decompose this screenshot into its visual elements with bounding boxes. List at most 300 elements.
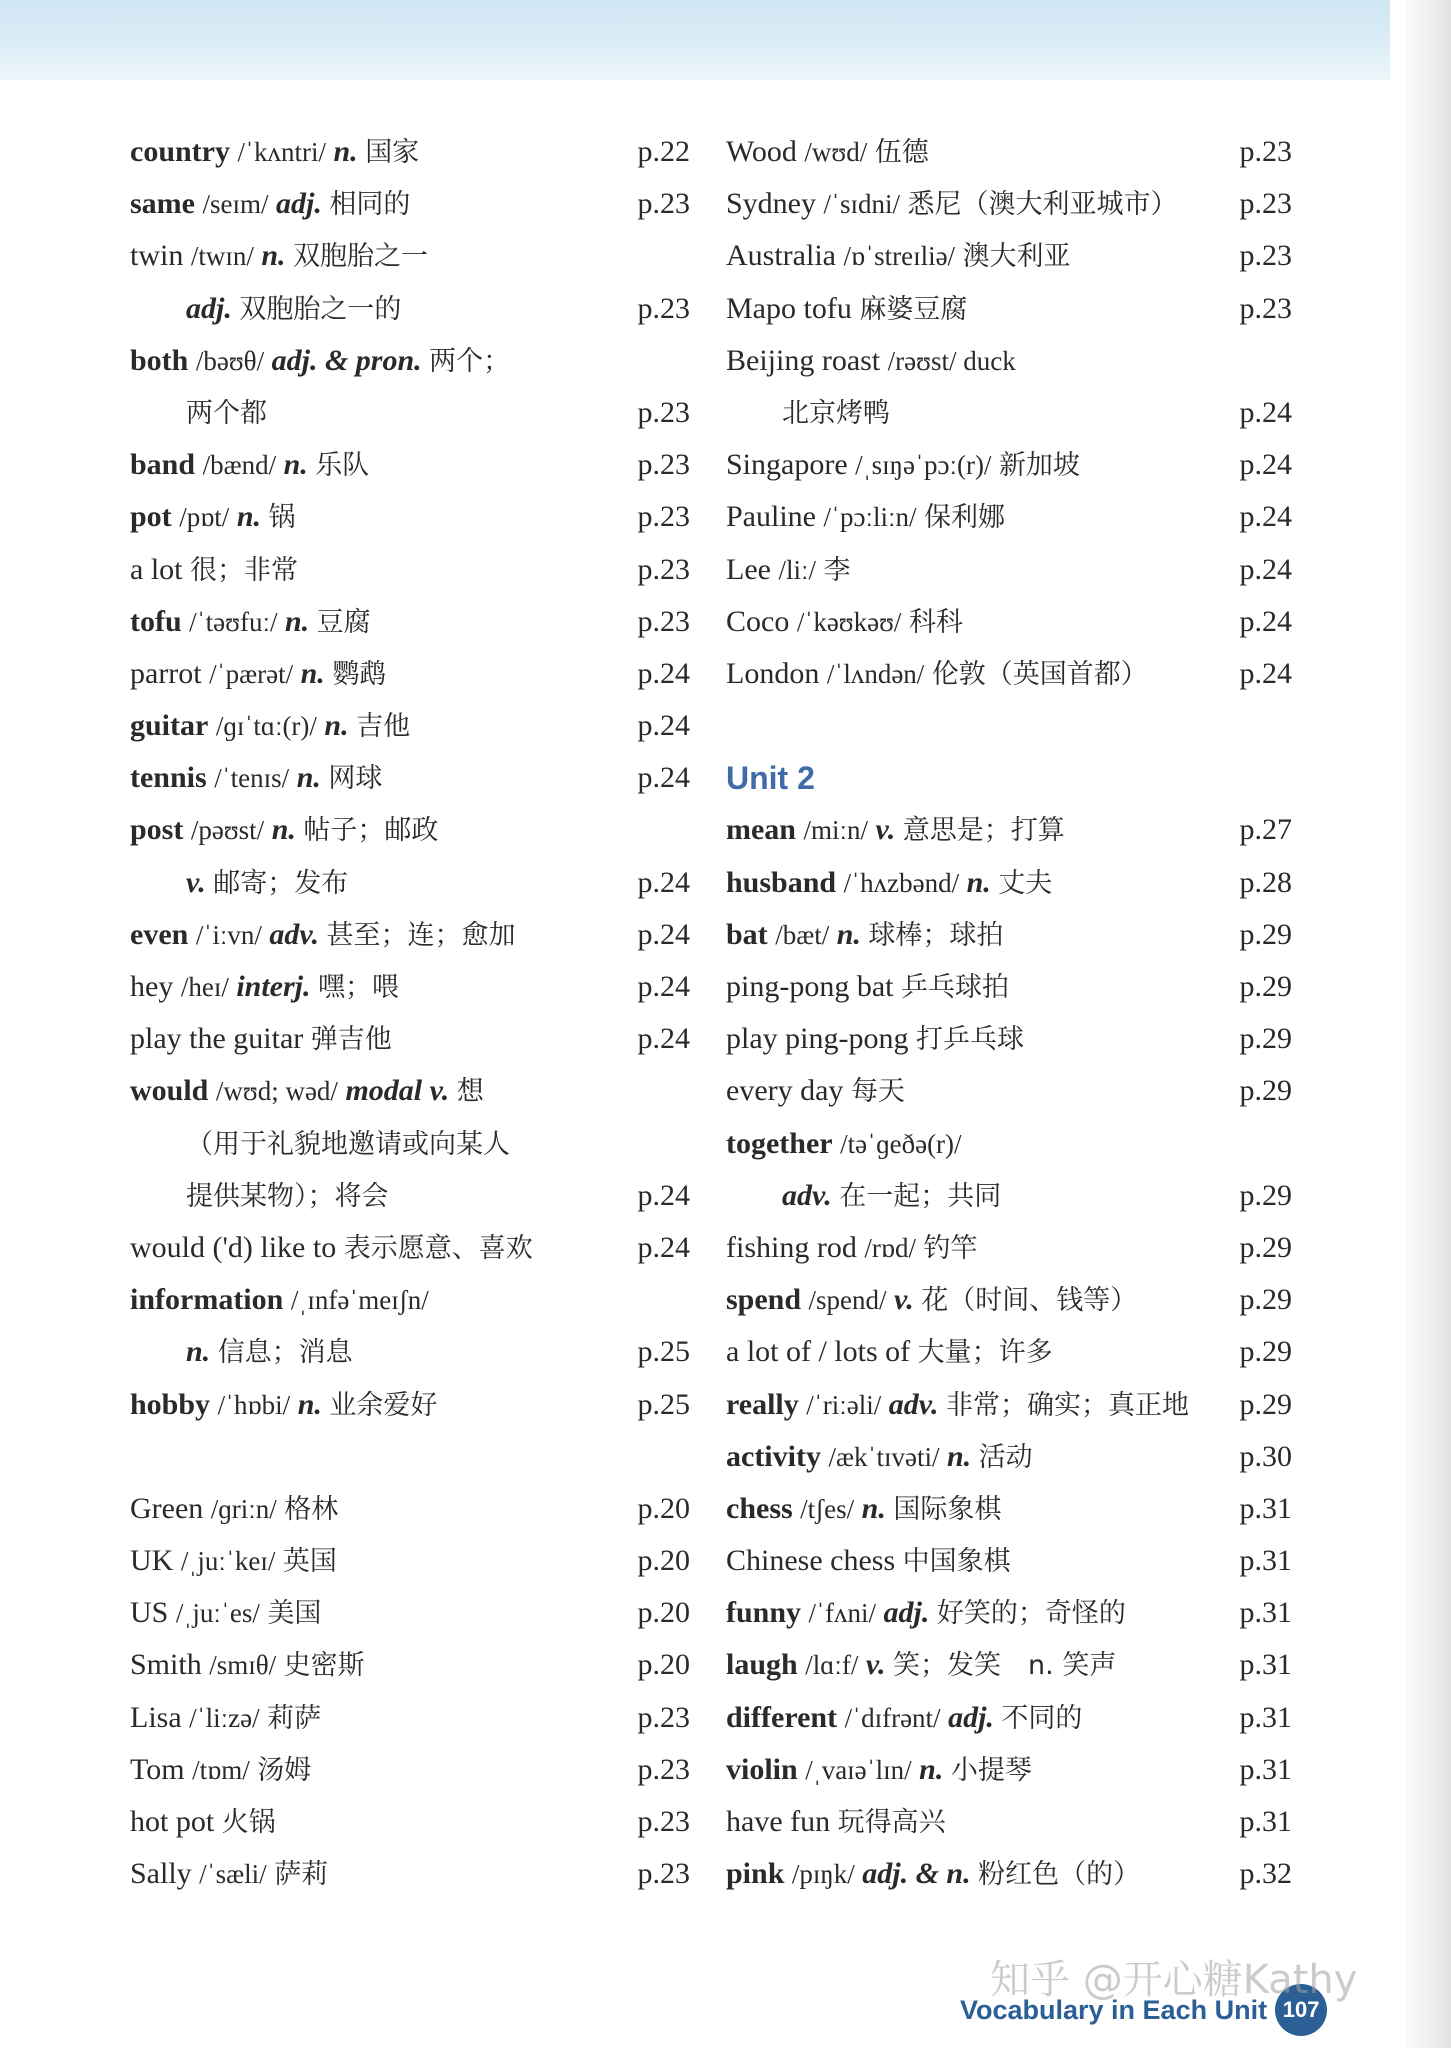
vocab-entry [726,126,1292,178]
vocab-entry [130,1639,690,1691]
headword: twin [130,239,184,273]
vocab-entry [726,1639,1292,1691]
vocab-entry [726,1013,1292,1065]
entry-text [130,544,298,597]
phonetic: /ˈtəʊfuː/ [189,606,278,637]
chinese-meaning: 国家 [365,137,420,168]
chinese-meaning: 邮寄；发布 [213,867,349,899]
chinese-meaning: 活动 [978,1441,1033,1473]
entry-text [130,961,399,1014]
phonetic: /rəʊst/ duck [887,345,1016,376]
headword: US [130,1596,169,1630]
right-vocabulary-column [726,126,1292,1900]
page-ref: p.25 [637,1387,690,1421]
entry-text [130,178,410,231]
chinese-meaning: 澳大利亚 [962,241,1071,273]
vocab-entry [130,1065,690,1117]
headword: have fun [726,1805,831,1838]
page-ref: p.27 [1239,813,1292,847]
chinese-meaning: 钓竿 [923,1232,978,1264]
part-of-speech: n. [919,1752,944,1786]
chinese-meaning: 甚至；连；愈加 [326,919,516,951]
headword: country [130,135,230,168]
entry-text [130,1013,392,1066]
page-ref: p.29 [1239,1283,1292,1317]
phonetic: /tʃes/ [800,1493,855,1524]
entry-text [130,387,267,440]
phonetic: /ˌjuːˈes/ [175,1598,260,1629]
page-ref: p.31 [1239,1700,1292,1734]
headword: guitar [130,709,209,743]
vocab-entry [130,961,690,1013]
page-ref: p.24 [637,656,690,690]
page-ref: p.24 [637,1178,690,1212]
entry-text [726,335,1016,387]
page-ref: p.31 [1239,1544,1292,1578]
chinese-meaning: 花（时间、钱等） [921,1285,1138,1317]
vocab-entry [130,1744,690,1796]
vocab-entry [130,700,690,752]
part-of-speech: adj. & n. [862,1857,971,1891]
headword: spend [726,1283,802,1317]
page-ref: p.20 [637,1648,690,1682]
entry-text [130,1744,311,1797]
headword: really [726,1387,799,1421]
entry-text [726,1848,1140,1901]
entry-text [130,1692,321,1745]
vocab-entry [726,230,1292,282]
headword: Tom [130,1752,185,1786]
vocab-entry [726,596,1292,648]
chinese-meaning: 中国象棋 [902,1546,1011,1578]
entry-text [130,700,410,753]
entry-text [726,126,929,179]
headword: band [130,448,196,482]
footer-title: Vocabulary in Each Unit [960,1994,1268,2025]
chinese-meaning: 双胞胎之一的 [239,293,402,325]
vocab-entry [726,1274,1292,1326]
page-ref: p.20 [637,1491,690,1525]
entry-text [130,1587,321,1640]
headword: a lot of / lots of [726,1335,911,1369]
page-ref: p.29 [1239,970,1292,1003]
vocab-entry [726,491,1292,543]
vocab-entry [726,1431,1292,1483]
chinese-meaning: 格林 [284,1493,339,1525]
headword: bat [726,917,768,951]
vocab-entry [130,439,690,491]
chinese-meaning: 乐队 [315,450,370,482]
part-of-speech: n. [296,761,321,795]
page-ref: p.29 [1239,917,1292,951]
chinese-meaning: 表示愿意、喜欢 [343,1232,533,1264]
phonetic: /bænd/ [202,450,277,481]
page-ref: p.29 [1239,1230,1292,1264]
entry-text [726,1692,1082,1745]
vocab-entry [726,1796,1292,1848]
chinese-meaning: 麻婆豆腐 [859,293,968,325]
chinese-meaning: 想 [456,1076,484,1108]
entry-text [726,230,1071,283]
chinese-meaning: 北京烤鸭 [782,397,890,429]
entry-text [130,596,371,649]
page-ref: p.20 [637,1596,690,1630]
phonetic: /ˈriːəli/ [806,1389,882,1420]
vocab-entry [726,1065,1292,1117]
part-of-speech: v. [865,1648,886,1682]
part-of-speech: adj. & pron. [271,343,422,377]
chinese-meaning: 李 [823,554,851,586]
phonetic: /ˈliːzə/ [189,1702,260,1733]
entry-text [726,909,1003,962]
entry-text [726,1222,977,1275]
vocab-entry [130,1692,690,1744]
headword: hot pot [130,1805,215,1838]
chinese-meaning: 业余爱好 [329,1389,438,1421]
page-ref: p.28 [1239,865,1292,899]
chinese-meaning: 丈夫 [998,867,1053,899]
page-ref: p.31 [1239,1648,1292,1682]
entry-text [130,1535,337,1588]
chinese-meaning: 鹦鹉 [332,658,387,690]
entry-text [726,1431,1033,1484]
page-ref: p.23 [637,291,690,325]
headword: play the guitar [130,1022,304,1056]
chinese-meaning: 英国 [282,1546,337,1578]
page-ref: p.23 [637,395,690,429]
headword: fishing rod [726,1230,857,1264]
part-of-speech: adj. [948,1700,994,1734]
chinese-meaning: （用于礼貌地邀请或向某人 [186,1128,510,1160]
part-of-speech: v. [875,813,896,847]
headword: Green [130,1491,204,1525]
vocab-entry [130,1483,690,1535]
vocab-entry [130,596,690,648]
vocab-entry [130,178,690,230]
page-ref: p.24 [637,970,690,1003]
chinese-meaning: 锅 [268,502,296,534]
vocab-entry-continuation [130,1118,690,1170]
page-ref: p.29 [1239,1178,1292,1212]
entry-text [726,1639,1116,1692]
headword: Lee [726,552,771,586]
page-ref: p.32 [1239,1857,1292,1891]
chinese-meaning: 玩得高兴 [837,1807,946,1838]
headword: Australia [726,239,836,273]
part-of-speech: adv. [269,917,320,951]
vocab-entry [130,544,690,596]
part-of-speech: v. [894,1283,914,1317]
watermark: 知乎 @开心糖Kathy [990,1957,1358,2003]
headword: would ('d) like to [130,1230,337,1264]
part-of-speech: v. [186,865,206,899]
vocab-entry [726,1379,1292,1431]
page-ref: p.22 [637,135,690,168]
part-of-speech: adj. [883,1596,930,1630]
entry-text [726,1274,1137,1327]
vocab-entry [726,961,1292,1013]
entry-text [130,1170,389,1223]
headword: funny [726,1596,802,1630]
entry-text [726,1170,1001,1223]
page-ref: p.23 [1239,135,1292,168]
chinese-meaning: 打乒乓球 [915,1024,1024,1056]
phonetic: /ˈtenɪs/ [214,763,290,794]
chinese-meaning: 美国 [267,1598,322,1630]
chinese-meaning: 不同的 [1001,1702,1083,1734]
entry-text [726,1535,1011,1588]
phonetic: /ˌɪnfəˈmeɪʃn/ [290,1285,429,1316]
unit-heading: Unit 2 [726,760,815,797]
page-ref: p.24 [1239,500,1292,534]
part-of-speech: n. [283,448,308,482]
phonetic: /ˈkəʊkəʊ/ [796,606,902,637]
vocab-entry [726,544,1292,596]
headword: chess [726,1491,793,1525]
entry-text [726,439,1080,492]
chinese-meaning: 科科 [908,606,963,638]
chinese-meaning: 笑；发笑 n. 笑声 [893,1650,1117,1682]
entry-text [130,335,510,388]
top-banner [0,0,1390,80]
chinese-meaning: 弹吉他 [310,1024,392,1056]
vocab-entry-continuation [726,1170,1292,1222]
page-ref: p.24 [637,1022,690,1056]
chinese-meaning: 吉他 [356,711,411,743]
entry-text [726,857,1052,910]
headword: Smith [130,1648,202,1682]
page-ref: p.23 [1239,187,1292,221]
entry-text [130,909,516,962]
phonetic: /pəʊst/ [190,815,265,846]
chinese-meaning: 两个； [429,345,511,377]
vocab-entry [130,1848,690,1900]
chinese-meaning: 非常；确实；真正地 [945,1389,1189,1421]
phonetic: /ˈfʌni/ [808,1598,877,1629]
phonetic: /ɡriːn/ [210,1493,277,1524]
headword: together [726,1126,833,1160]
phonetic: /ˈkʌntri/ [237,137,326,167]
headword: different [726,1700,838,1734]
headword: Wood [726,135,797,168]
headword: every day [726,1074,844,1108]
chinese-meaning: 火锅 [221,1807,276,1838]
part-of-speech: n. [186,1335,211,1369]
entry-text [130,126,419,179]
phonetic: /tɒm/ [192,1754,250,1785]
phonetic: /liː/ [778,554,816,585]
entry-text [130,283,401,336]
page-ref: p.24 [1239,604,1292,638]
page-ref: p.23 [637,1857,690,1891]
headword: Coco [726,604,790,638]
chinese-meaning: 国际象棋 [893,1493,1002,1525]
entry-text [726,1379,1189,1432]
vocab-entry [726,1118,1292,1170]
entry-text [726,1065,905,1118]
headword: laugh [726,1648,798,1682]
vocab-entry [726,1744,1292,1796]
page-ref: p.23 [1239,291,1292,325]
part-of-speech: interj. [236,970,311,1003]
entry-text [726,387,890,440]
page-ref: p.24 [1239,656,1292,690]
page-number-badge: 107 [1275,1984,1327,2036]
chinese-meaning: 球棒；球拍 [868,919,1004,951]
chinese-meaning: 两个都 [186,397,267,429]
headword: Sally [130,1857,192,1891]
chinese-meaning: 史密斯 [283,1650,365,1682]
part-of-speech: n. [261,239,286,273]
chinese-meaning: 嘿；喂 [318,972,400,1003]
vocab-entry [130,1587,690,1639]
vocab-entry [130,1796,690,1848]
phonetic: /seɪm/ [202,189,269,220]
phonetic: /twɪn/ [190,241,254,272]
chinese-meaning: 每天 [850,1076,905,1108]
vocab-entry [130,752,690,804]
phonetic: /ˈsæli/ [199,1859,267,1890]
headword: Sydney [726,187,816,221]
page-ref: p.23 [637,448,690,482]
page-ref: p.31 [1239,1752,1292,1786]
part-of-speech: n. [236,500,261,534]
chinese-meaning: 在一起；共同 [839,1180,1002,1212]
chinese-meaning: 意思是；打算 [902,815,1065,847]
headword: hobby [130,1387,211,1421]
page-ref: p.24 [1239,552,1292,586]
page-ref: p.24 [637,761,690,795]
page-ref: p.24 [637,709,690,743]
entry-text [130,1483,338,1536]
part-of-speech: adv. [888,1387,939,1421]
vocab-entry-continuation [130,1170,690,1222]
headword: post [130,813,184,847]
vocab-entry [130,230,690,282]
chinese-meaning: 悉尼（澳大利亚城市） [907,189,1178,221]
headword: tennis [130,761,207,795]
entry-text [130,648,386,701]
chinese-meaning: 网球 [328,763,383,795]
entry-text [726,648,1148,701]
entry-text [130,1222,533,1275]
entry-text [130,230,428,283]
vocab-entry [130,1222,690,1274]
phonetic: /ˈsɪdni/ [823,189,901,220]
vocab-entry [130,804,690,856]
phonetic: /pɪŋk/ [791,1859,855,1890]
headword: Beijing roast [726,343,881,377]
entry-text [726,1118,962,1170]
page-ref: p.23 [637,604,690,638]
phonetic: /smɪθ/ [209,1650,277,1681]
vocab-entry [726,1587,1292,1639]
phonetic: /ˈhɒbi/ [217,1389,291,1420]
headword: pot [130,500,172,534]
page-ref: p.23 [637,1805,690,1838]
phonetic: /ˈdɪfrənt/ [844,1702,941,1733]
phonetic: /ˌjuːˈkeɪ/ [180,1546,276,1577]
entry-text [726,1326,1053,1379]
phonetic: /lɑːf/ [805,1650,859,1681]
phonetic: /ˈhʌzbənd/ [843,867,960,898]
phonetic: /ɡɪˈtɑː(r)/ [215,711,317,742]
part-of-speech: adj. [186,291,232,325]
phonetic: /ˈpɔːliːn/ [823,502,917,533]
headword: ping-pong bat [726,970,894,1003]
page-ref: p.24 [637,1230,690,1264]
entry-text [130,1639,365,1692]
part-of-speech: modal v. [345,1074,450,1108]
phonetic: /bæt/ [775,919,830,950]
entry-text [726,1013,1024,1066]
page-ref: p.31 [1239,1491,1292,1525]
vocab-entry-continuation [130,857,690,909]
chinese-meaning: 伦敦（英国首都） [931,658,1148,690]
left-vocabulary-column [130,126,690,1900]
page-ref: p.24 [637,865,690,899]
headword: Lisa [130,1700,182,1734]
phonetic: /ˈpærət/ [209,658,294,689]
page-ref: p.31 [1239,1805,1292,1838]
headword: even [130,917,189,951]
chinese-meaning: 汤姆 [257,1754,312,1786]
vocab-entry [726,1483,1292,1535]
entry-text [726,544,850,597]
chinese-meaning: 帖子；邮政 [303,815,439,847]
entry-text [726,1796,946,1849]
entry-text [130,1796,276,1849]
page-ref: p.31 [1239,1596,1292,1630]
phonetic: /wʊd/ [804,137,868,167]
vocab-entry [726,804,1292,856]
headword: Chinese chess [726,1544,896,1578]
chinese-meaning: 豆腐 [316,606,371,638]
headword: activity [726,1439,821,1473]
chinese-meaning: 很；非常 [190,554,298,586]
phonetic: /pɒt/ [179,502,230,533]
headword: pink [726,1857,785,1891]
chinese-meaning: 莉萨 [267,1702,322,1734]
vocab-entry [726,439,1292,491]
entry-text [130,1274,429,1326]
phonetic: /təˈɡeðə(r)/ [840,1128,962,1159]
chinese-meaning: 乒乓球拍 [900,972,1009,1003]
page-edge-shadow [1405,0,1451,2048]
vocab-entry [130,335,690,387]
spacer [726,700,1292,752]
entry-text [130,857,348,910]
vocab-entry [726,1222,1292,1274]
page-ref: p.29 [1239,1387,1292,1421]
page-ref: p.23 [1239,239,1292,273]
vocab-entry [726,1326,1292,1378]
chinese-meaning: 相同的 [329,189,411,221]
chinese-meaning: 粉红色（的） [978,1859,1141,1891]
headword: hey [130,970,174,1003]
entry-text [726,804,1065,857]
vocab-entry [726,648,1292,700]
page-ref: p.20 [637,1544,690,1578]
entry-text [726,596,963,649]
headword: Mapo tofu [726,291,852,325]
phonetic: /ˌsɪŋəˈpɔː(r)/ [855,450,992,481]
part-of-speech: n. [297,1387,322,1421]
page-ref: p.23 [637,500,690,534]
vocab-entry [726,1535,1292,1587]
entry-text [130,1326,353,1379]
page-ref: p.24 [637,917,690,951]
